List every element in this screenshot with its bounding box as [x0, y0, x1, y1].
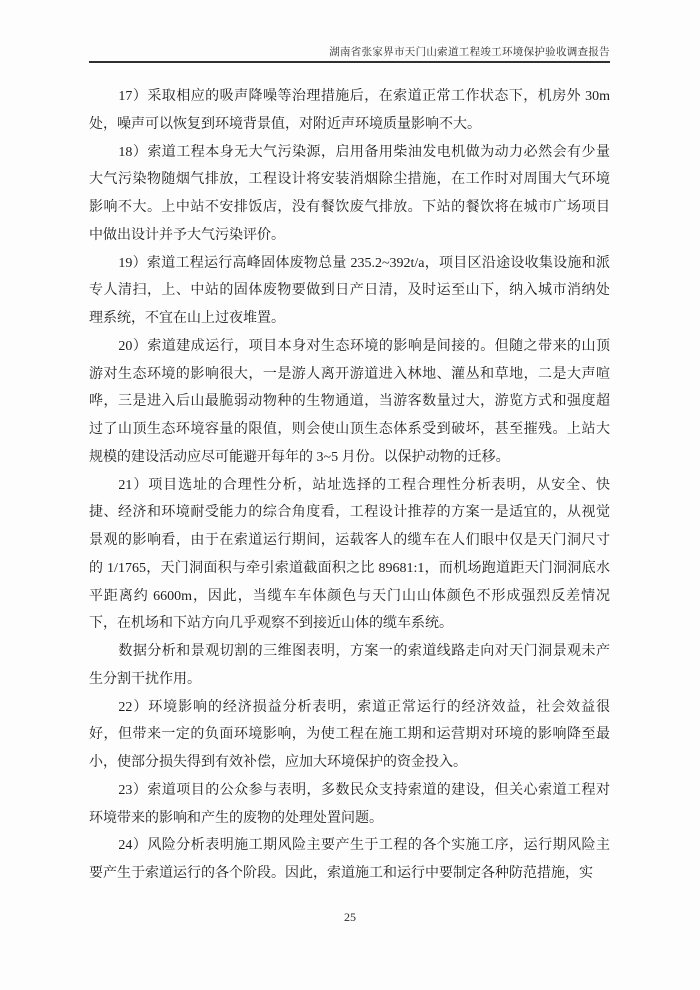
- paragraph-line: 规模的建设活动应尽可能避开每年的 3~5 月份。以保护动物的迁移。: [89, 449, 510, 465]
- paragraph-line: 理系统，不宜在山上过夜堆置。: [89, 311, 285, 326]
- paragraph-line: 景观的影响看，由于在索道运行期间，运载客人的缆车在人们眼中仅是天门洞尺寸: [89, 533, 610, 548]
- page-number: 25: [344, 910, 356, 924]
- paragraph-line: 中做出设计并予大气污染评价。: [89, 227, 285, 243]
- paragraph-line: 数据分析和景观切割的三维图表明，方案一的索道线路走向对天门洞景观未产: [118, 644, 610, 659]
- paragraph-line: 17）采取相应的吸声降噪等治理措施后，在索道正常工作状态下，机房外 30m: [118, 89, 610, 104]
- paragraph: [89, 83, 610, 139]
- paragraph-line: 21）项目选址的合理性分析，站址选择的工程合理性分析表明，从安全、快: [118, 477, 610, 493]
- paragraph: [89, 139, 610, 250]
- paragraph-line: 要产生于索道运行的各个阶段。因此，索道施工和运行中要制定各种防范措施，实: [89, 866, 593, 881]
- paragraph-line: 平距离约 6600m，因此，当缆车车体颜色与天门山山体颜色不形成强烈反差情况: [89, 588, 610, 604]
- page-footer: [0, 910, 700, 925]
- paragraph: [89, 638, 610, 694]
- paragraph: [89, 832, 610, 888]
- paragraph-line: 影响不大。上中站不安排饭店，没有餐饮废气排放。下站的餐饮将在城市广场项目: [89, 200, 610, 215]
- paragraph: [89, 250, 610, 333]
- paragraph-line: 下，在机场和下站方向几乎观察不到接近山体的缆车系统。: [89, 616, 453, 632]
- paragraph-line: 大气污染物随烟气排放，工程设计将安装消烟除尘措施，在工作时对周围大气环境: [89, 172, 610, 188]
- paragraph: [89, 333, 610, 472]
- paragraph-line: 专人清扫，上、中站的固体废物要做到日产日清，及时运至山下，纳入城市消纳处: [89, 283, 610, 299]
- paragraph-line: 的 1/1765，天门洞面积与牵引索道截面积之比 89681:1，而机场跑道距天门洞洞底水: [89, 560, 610, 576]
- paragraph-line: 23）索道项目的公众参与表明，多数民众支持索道的建设，但关心索道工程对: [118, 782, 610, 798]
- header-title: 湖南省张家界市天门山索道工程竣工环境保护验收调查报告: [329, 47, 610, 58]
- paragraph-line: 24）风险分析表明施工期风险主要产生于工程的各个实施工序，运行期风险主: [118, 838, 610, 854]
- document-body: [89, 83, 610, 888]
- paragraph-line: 18）索道工程本身无大气污染源，启用备用柴油发电机做为动力必然会有少量: [118, 144, 610, 160]
- paragraph-line: 环境带来的影响和产生的废物的处理处置问题。: [89, 810, 383, 826]
- paragraph-line: 20）索道建成运行，项目本身对生态环境的影响是间接的。但随之带来的山顶: [118, 338, 610, 354]
- paragraph-line: 19）索道工程运行高峰固体废物总量 235.2~392t/a，项目区沿途设收集设施和派: [118, 255, 610, 271]
- paragraph-line: 22）环境影响的经济损益分析表明，索道正常运行的经济效益，社会效益很: [118, 699, 610, 715]
- paragraph: [89, 694, 610, 777]
- header-rule: [89, 61, 610, 63]
- paragraph-line: 好，但带来一定的负面环境影响，为使工程在施工期和运营期对环境的影响降至最: [89, 727, 610, 743]
- paragraph-line: 捷、经济和环境耐受能力的综合角度看，工程设计推荐的方案一是适宜的，从视觉: [89, 505, 610, 521]
- paragraph-line: 小，使部分损失得到有效补偿，应加大环境保护的资金投入。: [89, 755, 467, 770]
- paragraph-line: 处，噪声可以恢复到环境背景值，对附近声环境质量影响不大。: [89, 116, 481, 132]
- paragraph-line: 哗，三是进入后山最脆弱动物种的生物通道，当游客数量过大，游览方式和强度超: [89, 394, 610, 410]
- paragraph: [89, 777, 610, 833]
- paragraph-line: 生分割干扰作用。: [89, 671, 201, 687]
- paragraph: [89, 472, 610, 639]
- paragraph-line: 游对生态环境的影响很大，一是游人离开游道进入林地、灌丛和草地，二是大声喧: [89, 366, 610, 382]
- paragraph-line: 过了山顶生态环境容量的限值，则会使山顶生态体系受到破坏，甚至摧残。上站大: [89, 422, 610, 437]
